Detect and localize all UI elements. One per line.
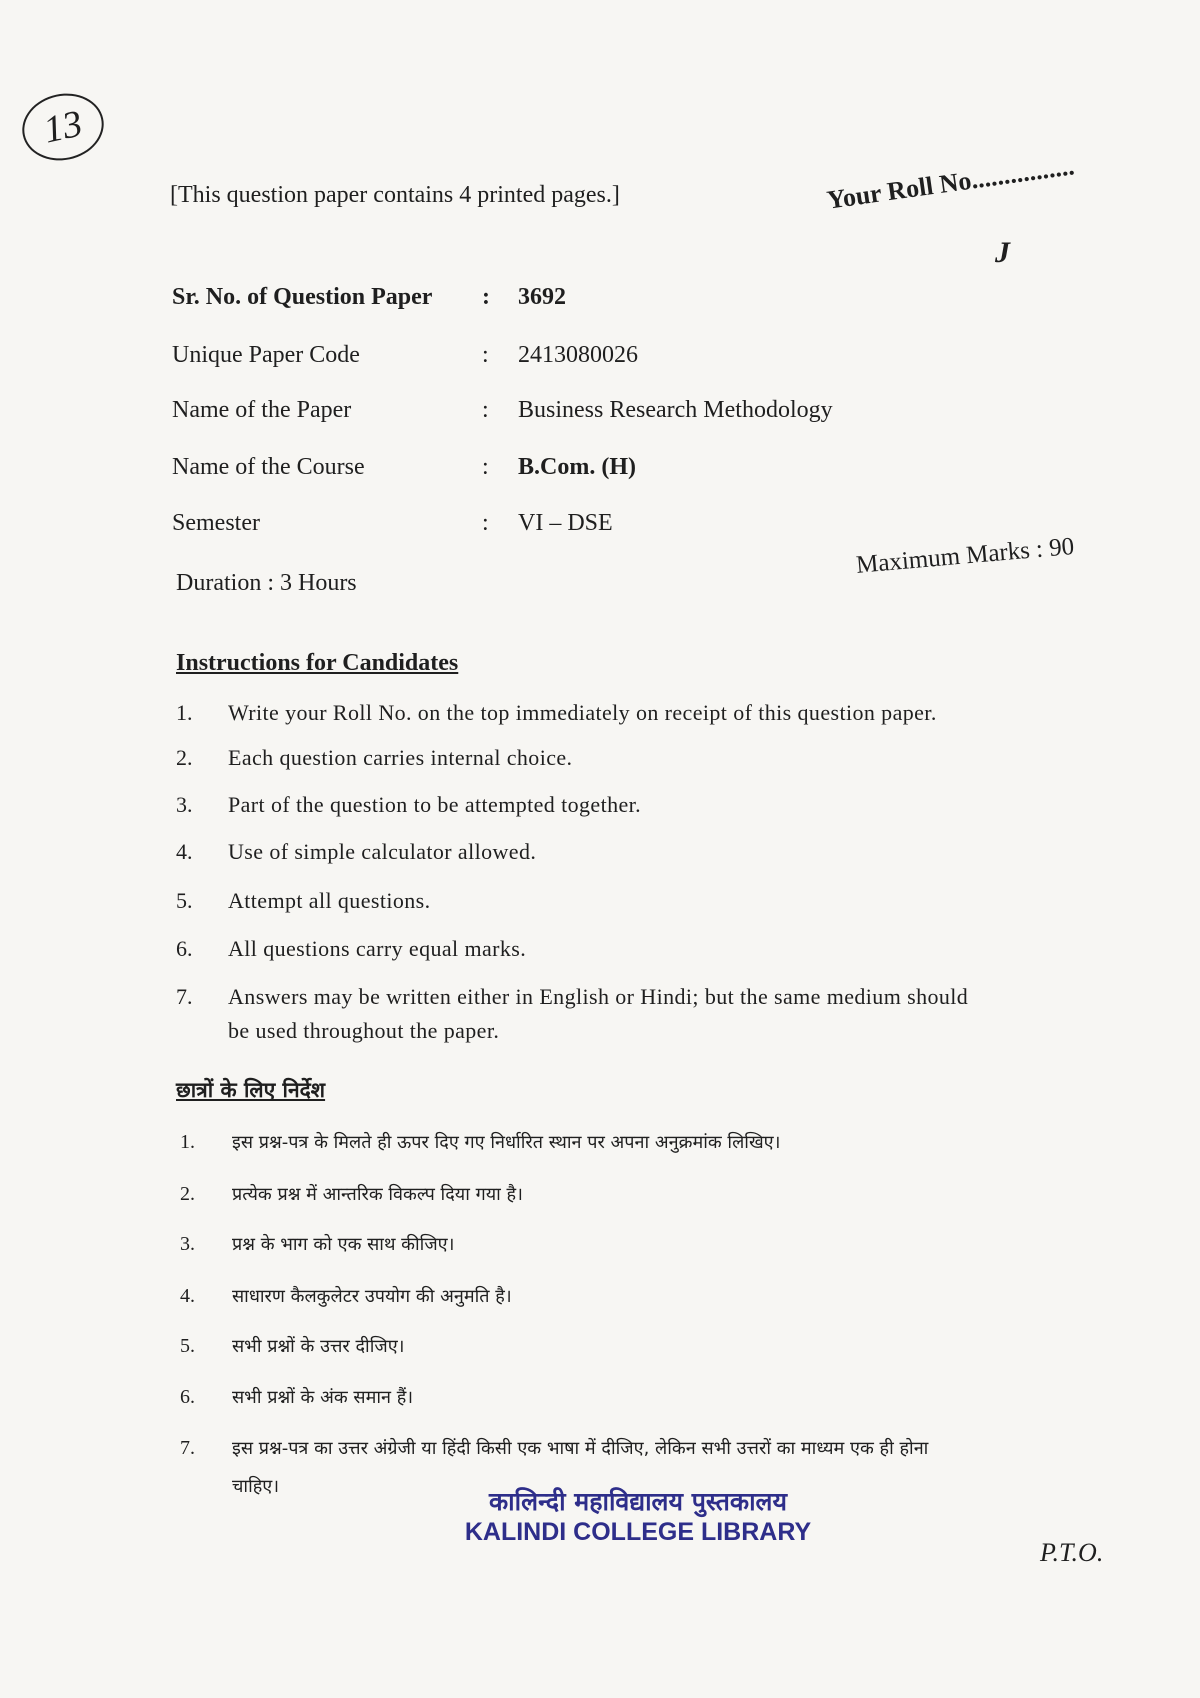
detail-value: VI – DSE [518, 510, 613, 536]
instruction-item: 6. All questions carry equal marks. [176, 936, 527, 961]
page-count-note: [This question paper contains 4 printed pages.] [170, 182, 620, 208]
instruction-item: 4. Use of simple calculator allowed. [176, 839, 537, 864]
roll-number-field [825, 151, 1076, 215]
instruction-item: 1. Write your Roll No. on the top immediately on receipt of this question paper. [176, 700, 937, 725]
hindi-instruction-item: 3. प्रश्न के भाग को एक साथ कीजिए। [180, 1233, 455, 1255]
hindi-instruction-item: 6. सभी प्रश्नों के अंक समान हैं। [180, 1386, 414, 1408]
detail-label: Sr. No. of Question Paper [172, 284, 433, 310]
hindi-instruction-item: 5. सभी प्रश्नों के उत्तर दीजिए। [180, 1335, 405, 1357]
library-stamp-hindi: कालिन्दी महाविद्यालय पुस्तकालय [488, 1487, 788, 1516]
detail-row-paper-code: Unique Paper Code : 2413080026 [172, 342, 638, 368]
instruction-item: 3. Part of the question to be attempted together. [176, 792, 642, 817]
hindi-instruction-item: 1. इस प्रश्न-पत्र के मिलते ही ऊपर दिए गए निर्धारित स्थान पर अपना अनुक्रमांक लिखिए। [180, 1131, 781, 1153]
detail-label: Name of the Course [172, 454, 365, 480]
hindi-instruction-item: 2. प्रत्येक प्रश्न में आन्तरिक विकल्प दिया गया है। [180, 1183, 523, 1205]
detail-row-semester: Semester : VI – DSE [172, 510, 613, 536]
detail-value: 3692 [518, 284, 566, 310]
hindi-instructions-heading: छात्रों के लिए निर्देश [176, 1078, 326, 1102]
detail-row-course: Name of the Course : B.Com. (H) [172, 454, 636, 480]
detail-value: Business Research Methodology [518, 397, 833, 423]
maximum-marks: Maximum Marks : 90 [855, 532, 1076, 579]
hindi-instruction-item-continuation: चाहिए। [232, 1476, 280, 1497]
hindi-instruction-item: 4. साधारण कैलकुलेटर उपयोग की अनुमति है। [180, 1285, 512, 1307]
detail-value: 2413080026 [518, 342, 638, 368]
instruction-item: 7. Answers may be written either in English or Hindi; but the same medium should [176, 984, 969, 1009]
detail-label: Semester [172, 510, 260, 536]
detail-row-sr-no: Sr. No. of Question Paper : 3692 [172, 284, 566, 310]
instruction-item-continuation: be used throughout the paper. [228, 1018, 500, 1043]
detail-value: B.Com. (H) [518, 454, 636, 480]
hindi-instruction-item: 7. इस प्रश्न-पत्र का उत्तर अंग्रेजी या हिंदी किसी एक भाषा में दीजिए, लेकिन सभी उत्तरों का माध्यम एक ही होना [180, 1437, 929, 1459]
roll-number-dots: ............... [975, 151, 1077, 194]
library-stamp-english: KALINDI COLLEGE LIBRARY [464, 1518, 812, 1546]
handwritten-circle-mark: 13 [16, 86, 110, 168]
duration: Duration : 3 Hours [176, 570, 357, 596]
roll-number-value: J [995, 236, 1010, 269]
please-turn-over: P.T.O. [1040, 1538, 1104, 1567]
library-stamp [458, 1484, 818, 1547]
instruction-item: 2. Each question carries internal choice. [176, 745, 573, 770]
roll-number-label: Your Roll No. [825, 164, 980, 215]
instruction-item: 5. Attempt all questions. [176, 888, 431, 913]
instructions-heading: Instructions for Candidates [176, 650, 459, 676]
detail-label: Name of the Paper [172, 397, 352, 423]
detail-row-paper-name: Name of the Paper : Business Research Methodology [172, 397, 833, 423]
detail-label: Unique Paper Code [172, 342, 360, 368]
